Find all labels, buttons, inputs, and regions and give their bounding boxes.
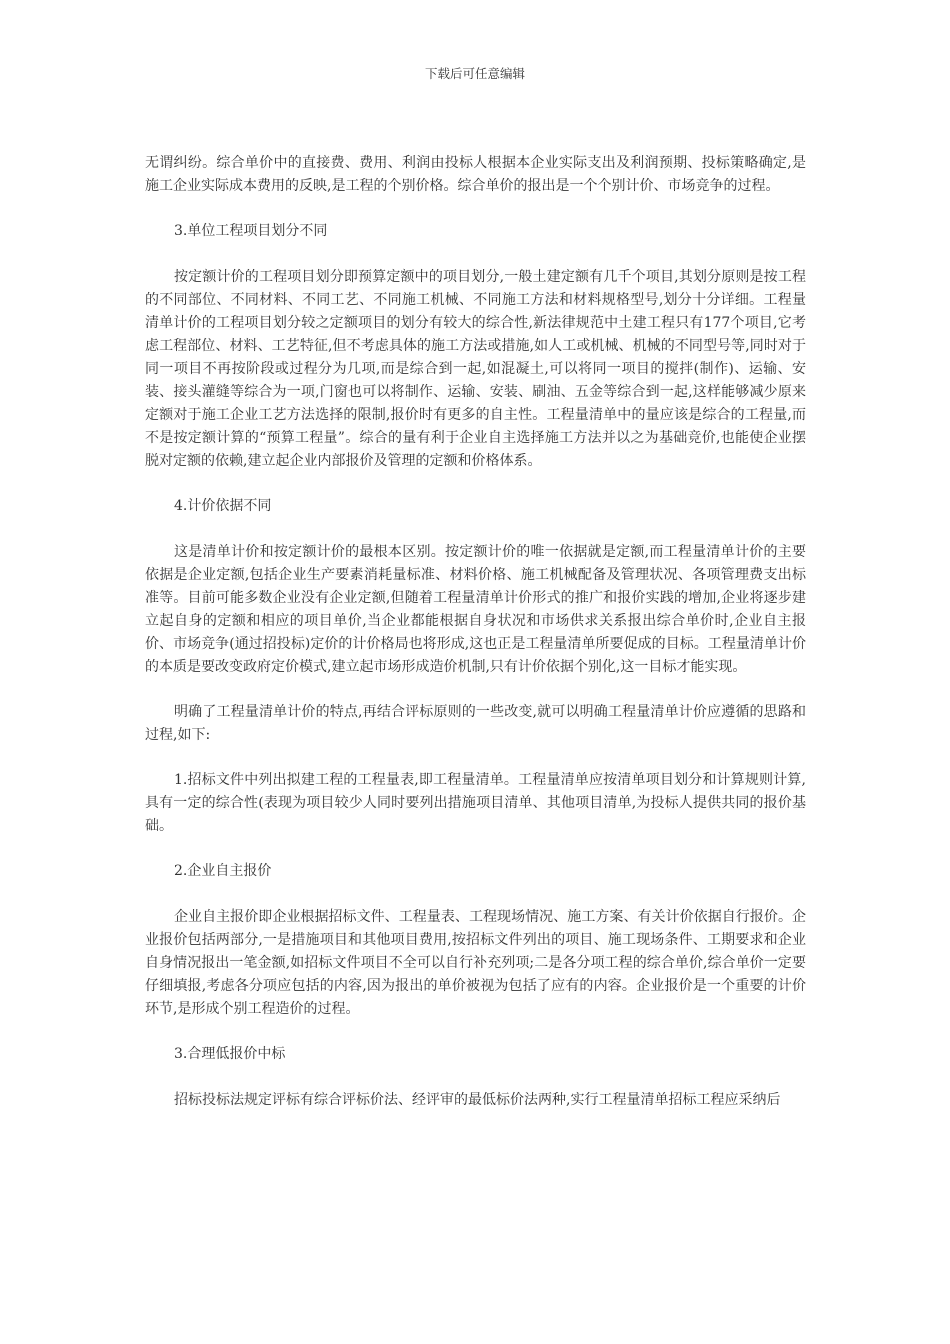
paragraph-5: 1.招标文件中列出拟建工程的工程量表,即工程量清单。工程量清单应按清单项目划分和计算规则计算,具有一定的综合性(表现为项目较少人同时要列出措施项目清单、其他项目清单,为投标人提供共同的报价基础。	[145, 772, 806, 834]
section-heading-3b: 3.合理低报价中标	[174, 1046, 286, 1062]
paragraph-3: 这是清单计价和按定额计价的最根本区别。按定额计价的唯一依据就是定额,而工程量清单计价的主要依据是企业定额,包括企业生产要素消耗量标准、材料价格、施工机械配备及管理状况、各项管理费支出标准等。目前可能多数企业没有企业定额,但随着工程量清单计价形式的推广和报价实践的增加,企业将逐步建立起自身的定额和相应的项目单价,当企业都能根据自身状况和市场供求关系报出综合单价时,企业自主报价、市场竞争(通过招投标)定价的计价格局也将形成,这也正是工程量清单所要促成的目标。工程量清单计价的本质是要改变政府定价模式,建立起市场形成造价机制,只有计价依据个别化,这一目标才能实现。	[145, 544, 806, 675]
section-heading-4: 4.计价依据不同	[174, 498, 272, 514]
section-heading-3: 3.单位工程项目划分不同	[174, 223, 328, 239]
page-header: 下载后可任意编辑	[424, 66, 525, 81]
paragraph-7: 招标投标法规定评标有综合评标价法、经评审的最低标价法两种,实行工程量清单招标工程应采纳后	[174, 1092, 781, 1108]
paragraph-4: 明确了工程量清单计价的特点,再结合评标原则的一些改变,就可以明确工程量清单计价应遵循的思路和过程,如下:	[145, 704, 806, 743]
document-body	[145, 152, 806, 1134]
paragraph-2: 按定额计价的工程项目划分即预算定额中的项目划分,一般土建定额有几千个项目,其划分原则是按工程的不同部位、不同材料、不同工艺、不同施工机械、不同施工方法和材料规格型号,划分十分详细。工程量清单计价的工程项目划分较之定额项目的划分有较大的综合性,新法律规范中土建工程只有177个项目,它考虑工程部位、材料、工艺特征,但不考虑具体的施工方法或措施,如人工或机械、机械的不同型号等,同时对于同一项目不再按阶段或过程分为几项,而是综合到一起,如混凝土,可以将同一项目的搅拌(制作)、运输、安装、接头灌缝等综合为一项,门窗也可以将制作、运输、安装、刷油、五金等综合到一起,这样能够减少原来定额对于施工企业工艺方法选择的限制,报价时有更多的自主性。工程量清单中的量应该是综合的工程量,而不是按定额计算的“预算工程量”。综合的量有利于企业自主选择施工方法并以之为基础竞价,也能使企业摆脱对定额的依赖,建立起企业内部报价及管理的定额和价格体系。	[145, 269, 806, 469]
section-heading-2: 2.企业自主报价	[174, 863, 272, 879]
paragraph-6: 企业自主报价即企业根据招标文件、工程量表、工程现场情况、施工方案、有关计价依据自行报价。企业报价包括两部分,一是措施项目和其他项目费用,按招标文件列出的项目、施工现场条件、工期要求和企业自身情况报出一笔金额,如招标文件项目不全可以自行补充列项;二是各分项工程的综合单价,综合单价一定要仔细填报,考虑各分项应包括的内容,因为报出的单价被视为包括了应有的内容。企业报价是一个重要的计价环节,是形成个别工程造价的过程。	[145, 909, 806, 1017]
paragraph-1: 无谓纠纷。综合单价中的直接费、费用、利润由投标人根据本企业实际支出及利润预期、投标策略确定,是施工企业实际成本费用的反映,是工程的个别价格。综合单价的报出是一个个别计价、市场竞争的过程。	[145, 155, 806, 194]
